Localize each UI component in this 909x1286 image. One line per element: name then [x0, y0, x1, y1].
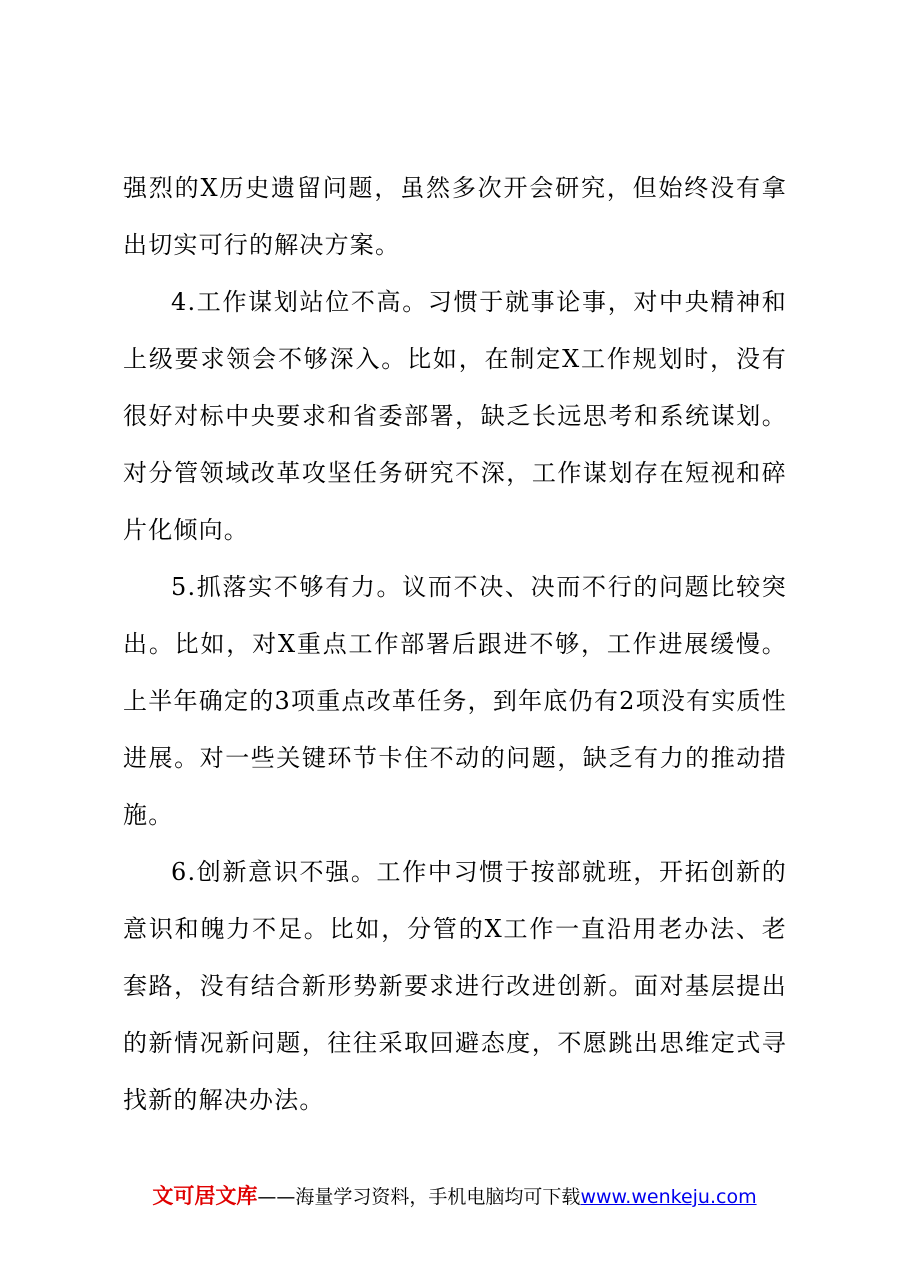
paragraph-item-5: 5.抓落实不够有力。议而不决、决而不行的问题比较突出。比如，对X重点工作部署后跟进不够，工作进展缓慢。上半年确定的3项重点改革任务，到年底仍有2项没有实质性进展。对一些关键环节卡住不动的问题，缺乏有力的推动措施。	[123, 573, 787, 829]
footer-website-link[interactable]: www.wenkeju.com	[580, 1186, 757, 1208]
paragraph-continuation: 强烈的X历史遗留问题，虽然多次开会研究，但始终没有拿出切实可行的解决方案。	[123, 174, 787, 259]
paragraph-item-6: 6.创新意识不强。工作中习惯于按部就班，开拓创新的意识和魄力不足。比如，分管的X工作一直沿用老办法、老套路，没有结合新形势新要求进行改进创新。面对基层提出的新情况新问题，往往采取回避态度，不愿跳出思维定式寻找新的解决办法。	[123, 858, 787, 1114]
footer-tagline: ——海量学习资料，手机电脑均可下载	[257, 1186, 581, 1208]
document-body	[123, 160, 787, 1129]
footer-brand: 文可居文库	[152, 1184, 258, 1208]
paragraph-item-4: 4.工作谋划站位不高。习惯于就事论事，对中央精神和上级要求领会不够深入。比如，在制定X工作规划时，没有很好对标中央要求和省委部署，缺乏长远思考和系统谋划。对分管领域改革攻坚任务研究不深，工作谋划存在短视和碎片化倾向。	[123, 288, 787, 544]
page-footer	[0, 1182, 909, 1211]
